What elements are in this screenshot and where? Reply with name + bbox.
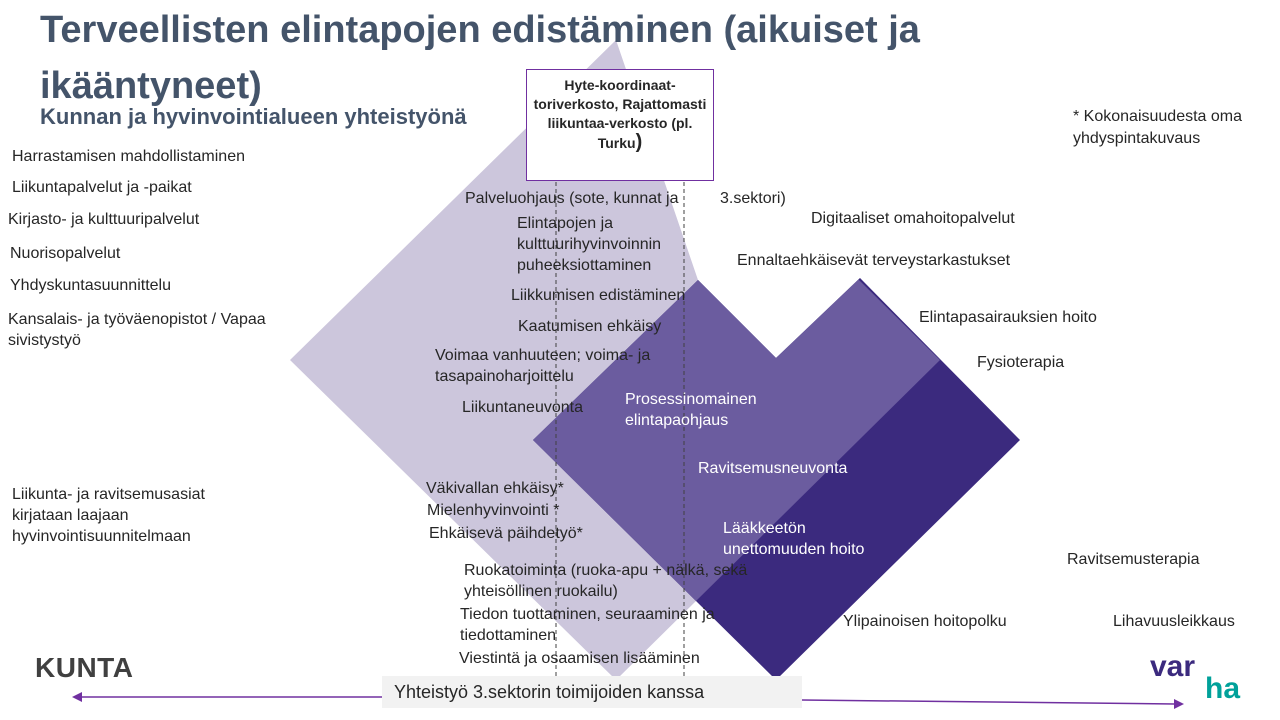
coordination-text: Hyte-koordinaat-toriverkosto, Rajattomasti liikuntaa-verkosto (pl. Turku xyxy=(533,77,707,151)
center-label: Liikkumisen edistäminen xyxy=(511,287,686,304)
right-label: Elintapasairauksien hoito xyxy=(919,309,1097,326)
page-subtitle: Kunnan ja hyvinvointialueen yhteistyönä xyxy=(40,104,467,129)
center-label: Mielenhyvinvointi * xyxy=(427,502,560,519)
center-label: 3.sektori) xyxy=(720,190,786,207)
center-label: Voimaa vanhuuteen; voima- ja tasapainoharjoittelu xyxy=(435,347,651,385)
center-label: Kaatumisen ehkäisy xyxy=(518,318,662,335)
coordination-box xyxy=(526,69,714,181)
left-label: Harrastamisen mahdollistaminen xyxy=(12,148,245,165)
page-title: Terveellisten elintapojen edistäminen (aikuiset ja ikääntyneet) xyxy=(40,9,920,107)
right-label: Digitaaliset omahoitopalvelut xyxy=(811,210,1015,227)
left-label: Liikuntapalvelut ja -paikat xyxy=(12,179,192,196)
left-label: Nuorisopalvelut xyxy=(10,245,121,262)
center-label: Väkivallan ehkäisy* xyxy=(426,480,564,497)
right-label: Ylipainoisen hoitopolku xyxy=(843,613,1007,630)
left-label: Kirjasto- ja kulttuuripalvelut xyxy=(8,211,200,228)
arrow-left-head xyxy=(72,692,82,702)
right-label: Ravitsemusterapia xyxy=(1067,551,1200,568)
kunta-label: KUNTA xyxy=(35,652,134,683)
varha-logo xyxy=(1150,650,1260,702)
center-label: Tiedon tuottaminen, seuraaminen ja tiedottaminen xyxy=(460,606,715,644)
dark-label: Lääkkeetön unettomuuden hoito xyxy=(723,520,865,558)
coordination-paren: ) xyxy=(635,131,643,153)
center-label: Ehkäisevä päihdetyö* xyxy=(429,525,583,542)
arrow-right xyxy=(802,700,1175,704)
logo-part1: var xyxy=(1150,650,1196,683)
left-label: Kansalais- ja työväenopistot / Vapaa sivistystyö xyxy=(8,311,266,349)
right-label: Lihavuusleikkaus xyxy=(1113,613,1235,630)
right-label: Ennaltaehkäisevät terveystarkastukset xyxy=(737,252,1011,269)
cooperation-banner: Yhteistyö 3.sektorin toimijoiden kanssa xyxy=(382,676,802,708)
logo-part2: ha xyxy=(1205,672,1241,702)
center-label: Viestintä ja osaamisen lisääminen xyxy=(459,650,700,667)
left-label: Liikunta- ja ravitsemusasiat kirjataan laajaan hyvinvointisuunnitelmaan xyxy=(12,486,205,545)
right-label: Fysioterapia xyxy=(977,354,1065,371)
center-label: Elintapojen ja kulttuurihyvinvoinnin puheeksiottaminen xyxy=(517,215,662,274)
footnote: * Kokonaisuudesta oma yhdyspintakuvaus xyxy=(1073,108,1242,147)
center-label: Palveluohjaus (sote, kunnat ja xyxy=(465,190,679,207)
dark-label: Ravitsemusneuvonta xyxy=(698,460,848,477)
dark-label: Prosessinomainen elintapaohjaus xyxy=(625,391,757,429)
center-label: Ruokatoiminta (ruoka-apu + nälkä, sekä yhteisöllinen ruokailu) xyxy=(464,562,748,600)
left-label: Yhdyskuntasuunnittelu xyxy=(10,277,171,294)
center-label: Liikuntaneuvonta xyxy=(462,399,583,416)
